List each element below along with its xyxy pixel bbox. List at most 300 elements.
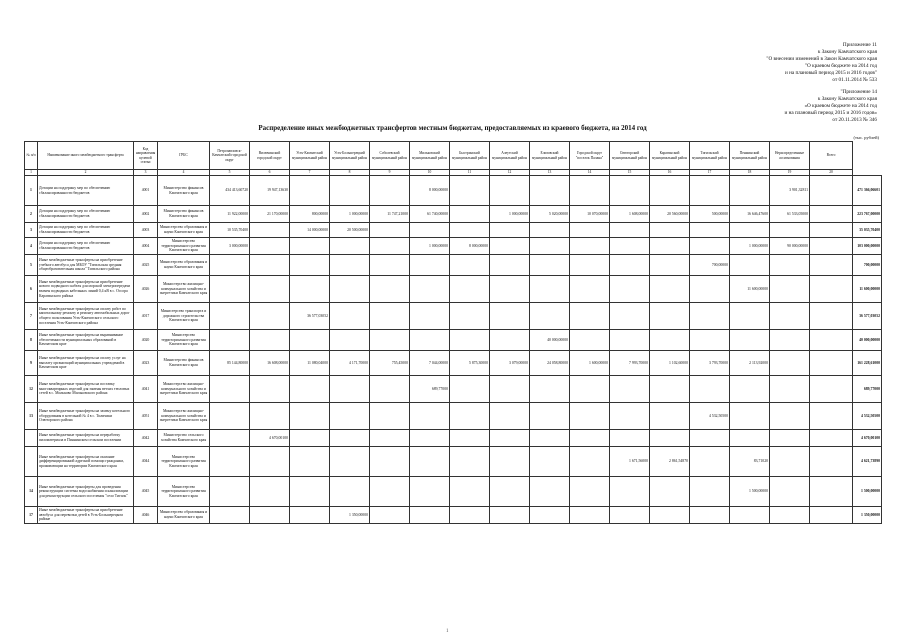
- amount-cell: [450, 507, 490, 524]
- transfer-name: Иные межбюджетные трансферты на поставку многоквартирных изделий для замены ветхих тепловых сетей в с. Мильково Мильковского района: [38, 376, 134, 403]
- amount-cell: [650, 376, 690, 403]
- column-number: 17: [690, 170, 730, 176]
- amount-cell: [570, 477, 610, 507]
- amount-cell: [650, 176, 690, 206]
- column-header: Пенжинский муниципальный район: [730, 142, 770, 170]
- amount-cell: [530, 238, 570, 255]
- amount-cell: [210, 477, 250, 507]
- row-number: 17: [25, 507, 38, 524]
- column-number: 19: [770, 170, 810, 176]
- amount-cell: [690, 276, 730, 303]
- amount-cell: 8 000,00000: [450, 238, 490, 255]
- total-cell: 1 350,00000: [853, 507, 882, 524]
- amount-cell: [530, 303, 570, 330]
- amount-cell: [690, 477, 730, 507]
- amount-cell: [770, 303, 810, 330]
- amount-cell: [730, 255, 770, 276]
- total-cell: 35 035,70400: [853, 223, 882, 238]
- amount-cell: [330, 238, 370, 255]
- amount-cell: [810, 206, 853, 223]
- amount-cell: [490, 430, 530, 447]
- row-number: 7: [25, 303, 38, 330]
- total-cell: 471 366,06601: [853, 176, 882, 206]
- amount-cell: [730, 176, 770, 206]
- target-code: 4026: [134, 276, 158, 303]
- amount-cell: [730, 376, 770, 403]
- amount-cell: 4 670,00100: [250, 430, 290, 447]
- amount-cell: [810, 276, 853, 303]
- amount-cell: [370, 303, 410, 330]
- column-number: 11: [450, 170, 490, 176]
- amount-cell: 5 875,30000: [450, 351, 490, 376]
- column-number: 14: [570, 170, 610, 176]
- amount-cell: [570, 430, 610, 447]
- transfer-name: Иные межбюджетные трансферты на переработку пиломатериала в Пиннинском сельском поселении: [38, 430, 134, 447]
- amount-cell: [370, 447, 410, 477]
- amount-cell: [290, 376, 330, 403]
- amount-cell: [730, 330, 770, 351]
- amount-cell: [690, 430, 730, 447]
- amount-cell: [530, 430, 570, 447]
- amount-cell: 61 740,00000: [410, 206, 450, 223]
- column-header: № п/п: [25, 142, 38, 170]
- amount-cell: [770, 255, 810, 276]
- amount-cell: 689,77000: [410, 376, 450, 403]
- amount-cell: [410, 255, 450, 276]
- column-header: Карагинский муниципальный район: [650, 142, 690, 170]
- amount-cell: 4 532,50500: [690, 403, 730, 430]
- amount-cell: [610, 276, 650, 303]
- amount-cell: [450, 303, 490, 330]
- total-cell: 40 000,00000: [853, 330, 882, 351]
- target-code: 4004: [134, 238, 158, 255]
- amount-cell: [250, 403, 290, 430]
- amount-cell: [530, 176, 570, 206]
- appendix-line: к Закону Камчатского края: [817, 96, 877, 102]
- row-number: 6: [25, 276, 38, 303]
- amount-cell: [490, 477, 530, 507]
- amount-cell: [370, 276, 410, 303]
- amount-cell: [370, 223, 410, 238]
- amount-cell: [450, 477, 490, 507]
- amount-cell: 2 861,54870: [650, 447, 690, 477]
- amount-cell: [810, 238, 853, 255]
- amount-cell: 3 000,00000: [210, 238, 250, 255]
- amount-cell: 1 500,00000: [730, 477, 770, 507]
- amount-cell: [770, 447, 810, 477]
- column-header: Олюторский муниципальный район: [610, 142, 650, 170]
- appendix-line: от 20.11.2013 № 346: [832, 117, 877, 123]
- column-header: Усть-Камчатский муниципальный район: [290, 142, 330, 170]
- amount-cell: [810, 176, 853, 206]
- amount-cell: 1 000,00000: [490, 206, 530, 223]
- amount-cell: [810, 403, 853, 430]
- row-number: [25, 447, 38, 477]
- grbs-name: Министерство финансов Камчатского края: [158, 351, 210, 376]
- column-number: 18: [730, 170, 770, 176]
- table-row: [25, 376, 882, 403]
- page-number: 1: [446, 629, 449, 634]
- amount-cell: [610, 477, 650, 507]
- amount-cell: 7 044,00000: [410, 351, 450, 376]
- amount-cell: [410, 330, 450, 351]
- table-row: [25, 223, 882, 238]
- amount-cell: 1 671,56000: [610, 447, 650, 477]
- appendix-line: от 01.11.2014 № 533: [832, 77, 877, 83]
- appendix-line: и на плановый период 2015 и 2016 годов»: [784, 110, 877, 116]
- amount-cell: 1 000,00000: [730, 238, 770, 255]
- table-row: [25, 276, 882, 303]
- target-code: 4044: [134, 447, 158, 477]
- amount-cell: [450, 403, 490, 430]
- amount-cell: [250, 507, 290, 524]
- amount-cell: [250, 330, 290, 351]
- amount-cell: [690, 507, 730, 524]
- amount-cell: [730, 403, 770, 430]
- amount-cell: [530, 276, 570, 303]
- amount-cell: [250, 223, 290, 238]
- row-number: 4: [25, 238, 38, 255]
- amount-cell: [330, 447, 370, 477]
- amount-cell: [330, 430, 370, 447]
- amount-cell: [250, 255, 290, 276]
- row-number: [25, 430, 38, 447]
- amount-cell: [250, 376, 290, 403]
- amount-cell: 16 608,00000: [250, 351, 290, 376]
- column-header: Вилючинский городской округ: [250, 142, 290, 170]
- transfer-name: Иные межбюджетные трансферты на приобретение автобуса для перевозки детей в Усть-Большерецком районе: [38, 507, 134, 524]
- total-cell: 4 532,50500: [853, 403, 882, 430]
- column-number: 5: [210, 170, 250, 176]
- transfer-name: Иные межбюджетные трансферты на приобретение нового подводного кабеля для морской электропередачи взамен подводных кабельных линий 0,4 кВ в с. Оссора Карагинского района: [38, 276, 134, 303]
- amount-cell: [330, 477, 370, 507]
- transfer-name: Иные межбюджетные трансферты на замену котельного оборудования в котельной № 4 в с. Тиличики Олюторского района: [38, 403, 134, 430]
- amount-cell: [650, 330, 690, 351]
- amount-cell: [490, 238, 530, 255]
- amount-cell: [490, 276, 530, 303]
- total-cell: 11 600,00000: [853, 276, 882, 303]
- amount-cell: [410, 276, 450, 303]
- amount-cell: 500,00000: [690, 206, 730, 223]
- amount-cell: [570, 376, 610, 403]
- amount-cell: [290, 477, 330, 507]
- amount-cell: 14 000,00000: [290, 223, 330, 238]
- amount-cell: [450, 223, 490, 238]
- document-title: Распределение иных межбюджетных трансфертов местным бюджетам, предоставляемых из краевого бюджета, на 2014 год: [258, 124, 647, 132]
- amount-cell: 1 608,00000: [610, 206, 650, 223]
- amount-cell: [810, 477, 853, 507]
- amount-cell: [210, 507, 250, 524]
- appendix-line: и на плановый период 2015 и 2016 годов": [785, 70, 877, 76]
- amount-cell: [770, 223, 810, 238]
- amount-cell: [570, 403, 610, 430]
- amount-cell: [210, 430, 250, 447]
- amount-cell: [370, 238, 410, 255]
- amount-cell: 1 102,60000: [650, 351, 690, 376]
- amount-cell: [570, 223, 610, 238]
- amount-cell: [370, 255, 410, 276]
- appendix-line: "О краевом бюджете на 2014 год: [804, 63, 877, 69]
- amount-cell: [770, 330, 810, 351]
- amount-cell: [410, 430, 450, 447]
- amount-cell: [690, 376, 730, 403]
- table-row: [25, 477, 882, 507]
- target-code: 4023: [134, 351, 158, 376]
- amount-cell: [450, 330, 490, 351]
- amount-cell: [530, 447, 570, 477]
- column-header: Городской округ "поселок Палана": [570, 142, 610, 170]
- amount-cell: [490, 303, 530, 330]
- column-header: Мильковский муниципальный район: [410, 142, 450, 170]
- amount-cell: [330, 330, 370, 351]
- column-header: Всего: [810, 142, 853, 170]
- amount-cell: [210, 447, 250, 477]
- amount-cell: [690, 303, 730, 330]
- column-number: 20: [810, 170, 853, 176]
- amount-cell: 61 533,05000: [770, 206, 810, 223]
- units-label: (тыс. рублей): [853, 135, 879, 140]
- amount-cell: [290, 507, 330, 524]
- appendix-note-1: [766, 42, 877, 84]
- appendix-line: "Приложение 14: [840, 89, 877, 95]
- column-number: 12: [490, 170, 530, 176]
- target-code: 4041: [134, 376, 158, 403]
- grbs-name: Министерство образования и науки Камчатского края: [158, 223, 210, 238]
- grbs-name: Министерство сельского хозяйства Камчатского края: [158, 430, 210, 447]
- amount-cell: 7 993,70000: [610, 351, 650, 376]
- amount-cell: [730, 303, 770, 330]
- amount-cell: 4 171,70000: [330, 351, 370, 376]
- amount-cell: [770, 351, 810, 376]
- amount-cell: 83,71020: [730, 447, 770, 477]
- target-code: 4046: [134, 507, 158, 524]
- amount-cell: [690, 223, 730, 238]
- amount-cell: [490, 376, 530, 403]
- amount-cell: [610, 376, 650, 403]
- transfer-name: Дотации на поддержку мер по обеспечению сбалансированности бюджетов: [38, 176, 134, 206]
- amount-cell: [290, 447, 330, 477]
- amount-cell: 21 170,00000: [250, 206, 290, 223]
- total-cell: 689,77000: [853, 376, 882, 403]
- amount-cell: [210, 330, 250, 351]
- amount-cell: 11 600,00000: [730, 276, 770, 303]
- amount-cell: [250, 238, 290, 255]
- transfer-name: Иные межбюджетные трансферты на приобретение учебного автобуса для МБОУ "Тигильская средняя общеобразовательная школа" Тигильского района: [38, 255, 134, 276]
- amount-cell: [370, 376, 410, 403]
- amount-cell: [570, 255, 610, 276]
- table-row: [25, 351, 882, 376]
- transfers-table: [24, 141, 882, 524]
- row-number: 9: [25, 351, 38, 376]
- amount-cell: 16 646,47600: [730, 206, 770, 223]
- transfer-name: Иные межбюджетные трансферты на оплату работ по капитальному ремонту и ремонту автомобильных дорог общего пользования Усть-Камчатского сельского поселения Усть-Камчатского района: [38, 303, 134, 330]
- amount-cell: [610, 223, 650, 238]
- amount-cell: [250, 303, 290, 330]
- amount-cell: [690, 176, 730, 206]
- column-header: Усть-Большерецкий муниципальный район: [330, 142, 370, 170]
- amount-cell: 2 113,92000: [730, 351, 770, 376]
- amount-cell: [810, 351, 853, 376]
- amount-cell: [650, 403, 690, 430]
- table-row: [25, 176, 882, 206]
- column-header: Код направления целевой статьи: [134, 142, 158, 170]
- amount-cell: [690, 238, 730, 255]
- amount-cell: 1 350,00000: [330, 507, 370, 524]
- amount-cell: [770, 507, 810, 524]
- amount-cell: [450, 255, 490, 276]
- column-number: 8: [330, 170, 370, 176]
- appendix-line: "О внесении изменений в Закон Камчатского края: [766, 56, 877, 62]
- table-row: [25, 507, 882, 524]
- amount-cell: [610, 303, 650, 330]
- amount-cell: [410, 223, 450, 238]
- amount-cell: [290, 255, 330, 276]
- amount-cell: 700,00000: [690, 255, 730, 276]
- transfer-name: Иные межбюджетные трансферты для проведения реконструкции системы водоснабжения и канализации для реконструкции сельского поселения "село Тигиль": [38, 477, 134, 507]
- amount-cell: [290, 403, 330, 430]
- amount-cell: [570, 176, 610, 206]
- amount-cell: [810, 447, 853, 477]
- amount-cell: 36 577,03052: [290, 303, 330, 330]
- amount-cell: [530, 223, 570, 238]
- amount-cell: [770, 430, 810, 447]
- amount-cell: [730, 507, 770, 524]
- column-number: 10: [410, 170, 450, 176]
- amount-cell: [450, 430, 490, 447]
- grbs-name: Министерство территориального развития Камчатского края: [158, 330, 210, 351]
- amount-cell: [410, 477, 450, 507]
- amount-cell: [370, 330, 410, 351]
- column-header: Елизовский муниципальный район: [530, 142, 570, 170]
- amount-cell: [530, 403, 570, 430]
- amount-cell: 20 560,00000: [650, 206, 690, 223]
- amount-cell: [210, 403, 250, 430]
- row-number: 13: [25, 403, 38, 430]
- amount-cell: 85 144,80000: [210, 351, 250, 376]
- amount-cell: [570, 330, 610, 351]
- total-cell: 4 670,00100: [853, 430, 882, 447]
- amount-cell: [290, 430, 330, 447]
- amount-cell: [690, 447, 730, 477]
- amount-cell: [770, 276, 810, 303]
- amount-cell: [810, 303, 853, 330]
- row-number: 5: [25, 255, 38, 276]
- column-header: Тигильский муниципальный район: [690, 142, 730, 170]
- table-header: [25, 142, 882, 176]
- total-cell: 36 577,03052: [853, 303, 882, 330]
- amount-cell: [250, 447, 290, 477]
- column-header: Петропавловск-Камчатский городской округ: [210, 142, 250, 170]
- grbs-name: Министерство финансов Камчатского края: [158, 206, 210, 223]
- amount-cell: [450, 376, 490, 403]
- amount-cell: [810, 255, 853, 276]
- amount-cell: 11 080,04000: [290, 351, 330, 376]
- amount-cell: [410, 403, 450, 430]
- amount-cell: [610, 238, 650, 255]
- amount-cell: [570, 276, 610, 303]
- amount-cell: [650, 238, 690, 255]
- amount-cell: 11 922,00000: [210, 206, 250, 223]
- total-cell: 103 000,00000: [853, 238, 882, 255]
- amount-cell: [490, 330, 530, 351]
- amount-cell: [570, 507, 610, 524]
- amount-cell: [570, 238, 610, 255]
- column-header: Наименование иного межбюджетного трансферта: [38, 142, 134, 170]
- amount-cell: [610, 430, 650, 447]
- row-number: 2: [25, 206, 38, 223]
- amount-cell: 3 079,00000: [490, 351, 530, 376]
- amount-cell: 755,45000: [370, 351, 410, 376]
- grbs-name: Министерство жилищно-коммунального хозяйства и энергетики Камчатского края: [158, 376, 210, 403]
- column-number: 16: [650, 170, 690, 176]
- total-cell: 4 621,73890: [853, 447, 882, 477]
- transfer-name: Дотации на поддержку мер по обеспечению сбалансированности бюджетов: [38, 238, 134, 255]
- amount-cell: [650, 303, 690, 330]
- amount-cell: [250, 276, 290, 303]
- amount-cell: [210, 255, 250, 276]
- column-number: 13: [530, 170, 570, 176]
- target-code: 4045: [134, 477, 158, 507]
- amount-cell: [330, 376, 370, 403]
- table-row: [25, 238, 882, 255]
- amount-cell: [650, 477, 690, 507]
- amount-cell: 1 000,00000: [410, 238, 450, 255]
- amount-cell: 1 600,00000: [570, 351, 610, 376]
- row-number: 3: [25, 223, 38, 238]
- amount-cell: [650, 507, 690, 524]
- amount-cell: [330, 276, 370, 303]
- amount-cell: [650, 255, 690, 276]
- amount-cell: [290, 276, 330, 303]
- amount-cell: [810, 223, 853, 238]
- row-number: 1: [25, 176, 38, 206]
- amount-cell: [330, 176, 370, 206]
- column-number: 6: [250, 170, 290, 176]
- amount-cell: [330, 303, 370, 330]
- amount-cell: 90 000,00000: [770, 238, 810, 255]
- amount-cell: [490, 223, 530, 238]
- appendix-line: к Закону Камчатского края: [817, 49, 877, 55]
- amount-cell: [810, 330, 853, 351]
- amount-cell: [450, 206, 490, 223]
- grbs-name: Министерство жилищно-коммунального хозяйства и энергетики Камчатского края: [158, 403, 210, 430]
- amount-cell: [210, 303, 250, 330]
- amount-cell: [730, 223, 770, 238]
- target-code: 4042: [134, 430, 158, 447]
- target-code: 4025: [134, 255, 158, 276]
- target-code: 4001: [134, 176, 158, 206]
- amount-cell: [810, 507, 853, 524]
- amount-cell: [450, 276, 490, 303]
- table-row: [25, 430, 882, 447]
- transfer-name: Дотации на поддержку мер по обеспечению сбалансированности бюджетов: [38, 223, 134, 238]
- transfer-name: Иные межбюджетные трансферты на выравнивание обеспеченности муниципальных образований в Камчатском крае: [38, 330, 134, 351]
- amount-cell: [450, 447, 490, 477]
- amount-cell: [290, 176, 330, 206]
- amount-cell: [210, 276, 250, 303]
- appendix-line: «О краевом бюджете на 2014 год: [804, 103, 877, 109]
- amount-cell: [370, 430, 410, 447]
- column-header: Соболевский муниципальный район: [370, 142, 410, 170]
- appendix-note-2: [785, 89, 877, 124]
- target-code: 4017: [134, 303, 158, 330]
- transfer-name: Иные межбюджетные трансферты на оплату услуг на выплату организаций муниципальных учреждений в Камчатском крае: [38, 351, 134, 376]
- appendix-line: Приложение 11: [842, 42, 877, 48]
- amount-cell: 40 000,00000: [530, 330, 570, 351]
- total-cell: 161 228,61000: [853, 351, 882, 376]
- amount-cell: 24 058,80000: [530, 351, 570, 376]
- target-code: 4002: [134, 206, 158, 223]
